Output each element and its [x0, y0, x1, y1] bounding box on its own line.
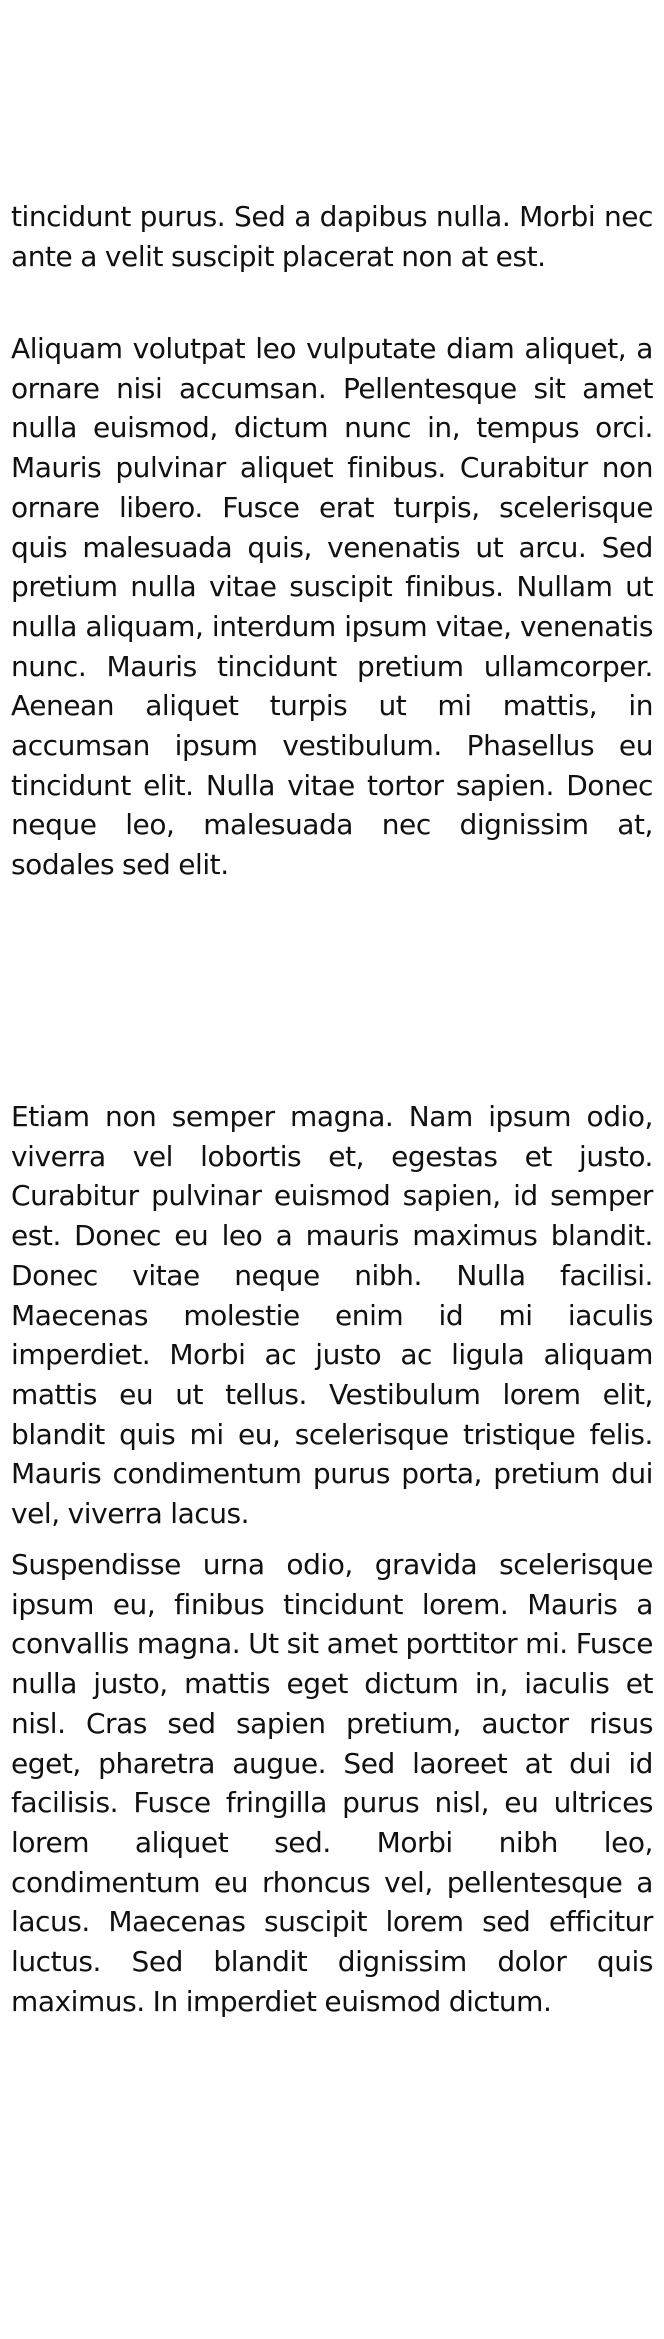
paragraph-2: Aliquam volutpat leo vulputate diam aliquet, a ornare nisi accumsan. Pellentesque sit amet nulla euismod, dictum nunc in, tempus orci. Mauris pulvinar aliquet finibus. Curabitur non ornare libero. Fusce erat turpis, scelerisque quis malesuada quis, venenatis ut arcu. Sed pretium nulla vitae suscipit finibus. Nullam ut nulla aliquam, interdum ipsum vitae, venenatis nunc. Mauris tincidunt pretium ullamcorper. Aenean aliquet turpis ut mi mattis, in accumsan ipsum vestibulum. Phasellus eu tincidunt elit. Nulla vitae tortor sapien. Donec neque leo, malesuada nec dignissim at, sodales sed elit. — [11, 332, 653, 882]
paragraph-1: tincidunt purus. Sed a dapibus nulla. Morbi nec ante a velit suscipit placerat non at est. — [11, 200, 653, 273]
paragraph-4: Suspendisse urna odio, gravida scelerisque ipsum eu, finibus tincidunt lorem. Mauris a convallis magna. Ut sit amet porttitor mi. Fusce nulla justo, mattis eget dictum in, iaculis et nisl. Cras sed sapien pretium, auctor risus eget, pharetra augue. Sed laoreet at dui id facilisis. Fusce fringilla purus nisl, eu ultrices lorem aliquet sed. Morbi nibh leo, condimentum eu rhoncus vel, pellentesque a lacus. Maecenas suscipit lorem sed efficitur luctus. Sed blandit dignissim dolor quis maximus. In imperdiet euismod dictum. — [11, 1548, 653, 2018]
paragraph-3: Etiam non semper magna. Nam ipsum odio, viverra vel lobortis et, egestas et justo. Curabitur pulvinar euismod sapien, id semper est. Donec eu leo a mauris maximus blandit. Donec vitae neque nibh. Nulla facilisi. Maecenas molestie enim id mi iaculis imperdiet. Morbi ac justo ac ligula aliquam mattis eu ut tellus. Vestibulum lorem elit, blandit quis mi eu, scelerisque tristique felis. Mauris condimentum purus porta, pretium dui vel, viverra lacus. — [11, 1100, 653, 1531]
